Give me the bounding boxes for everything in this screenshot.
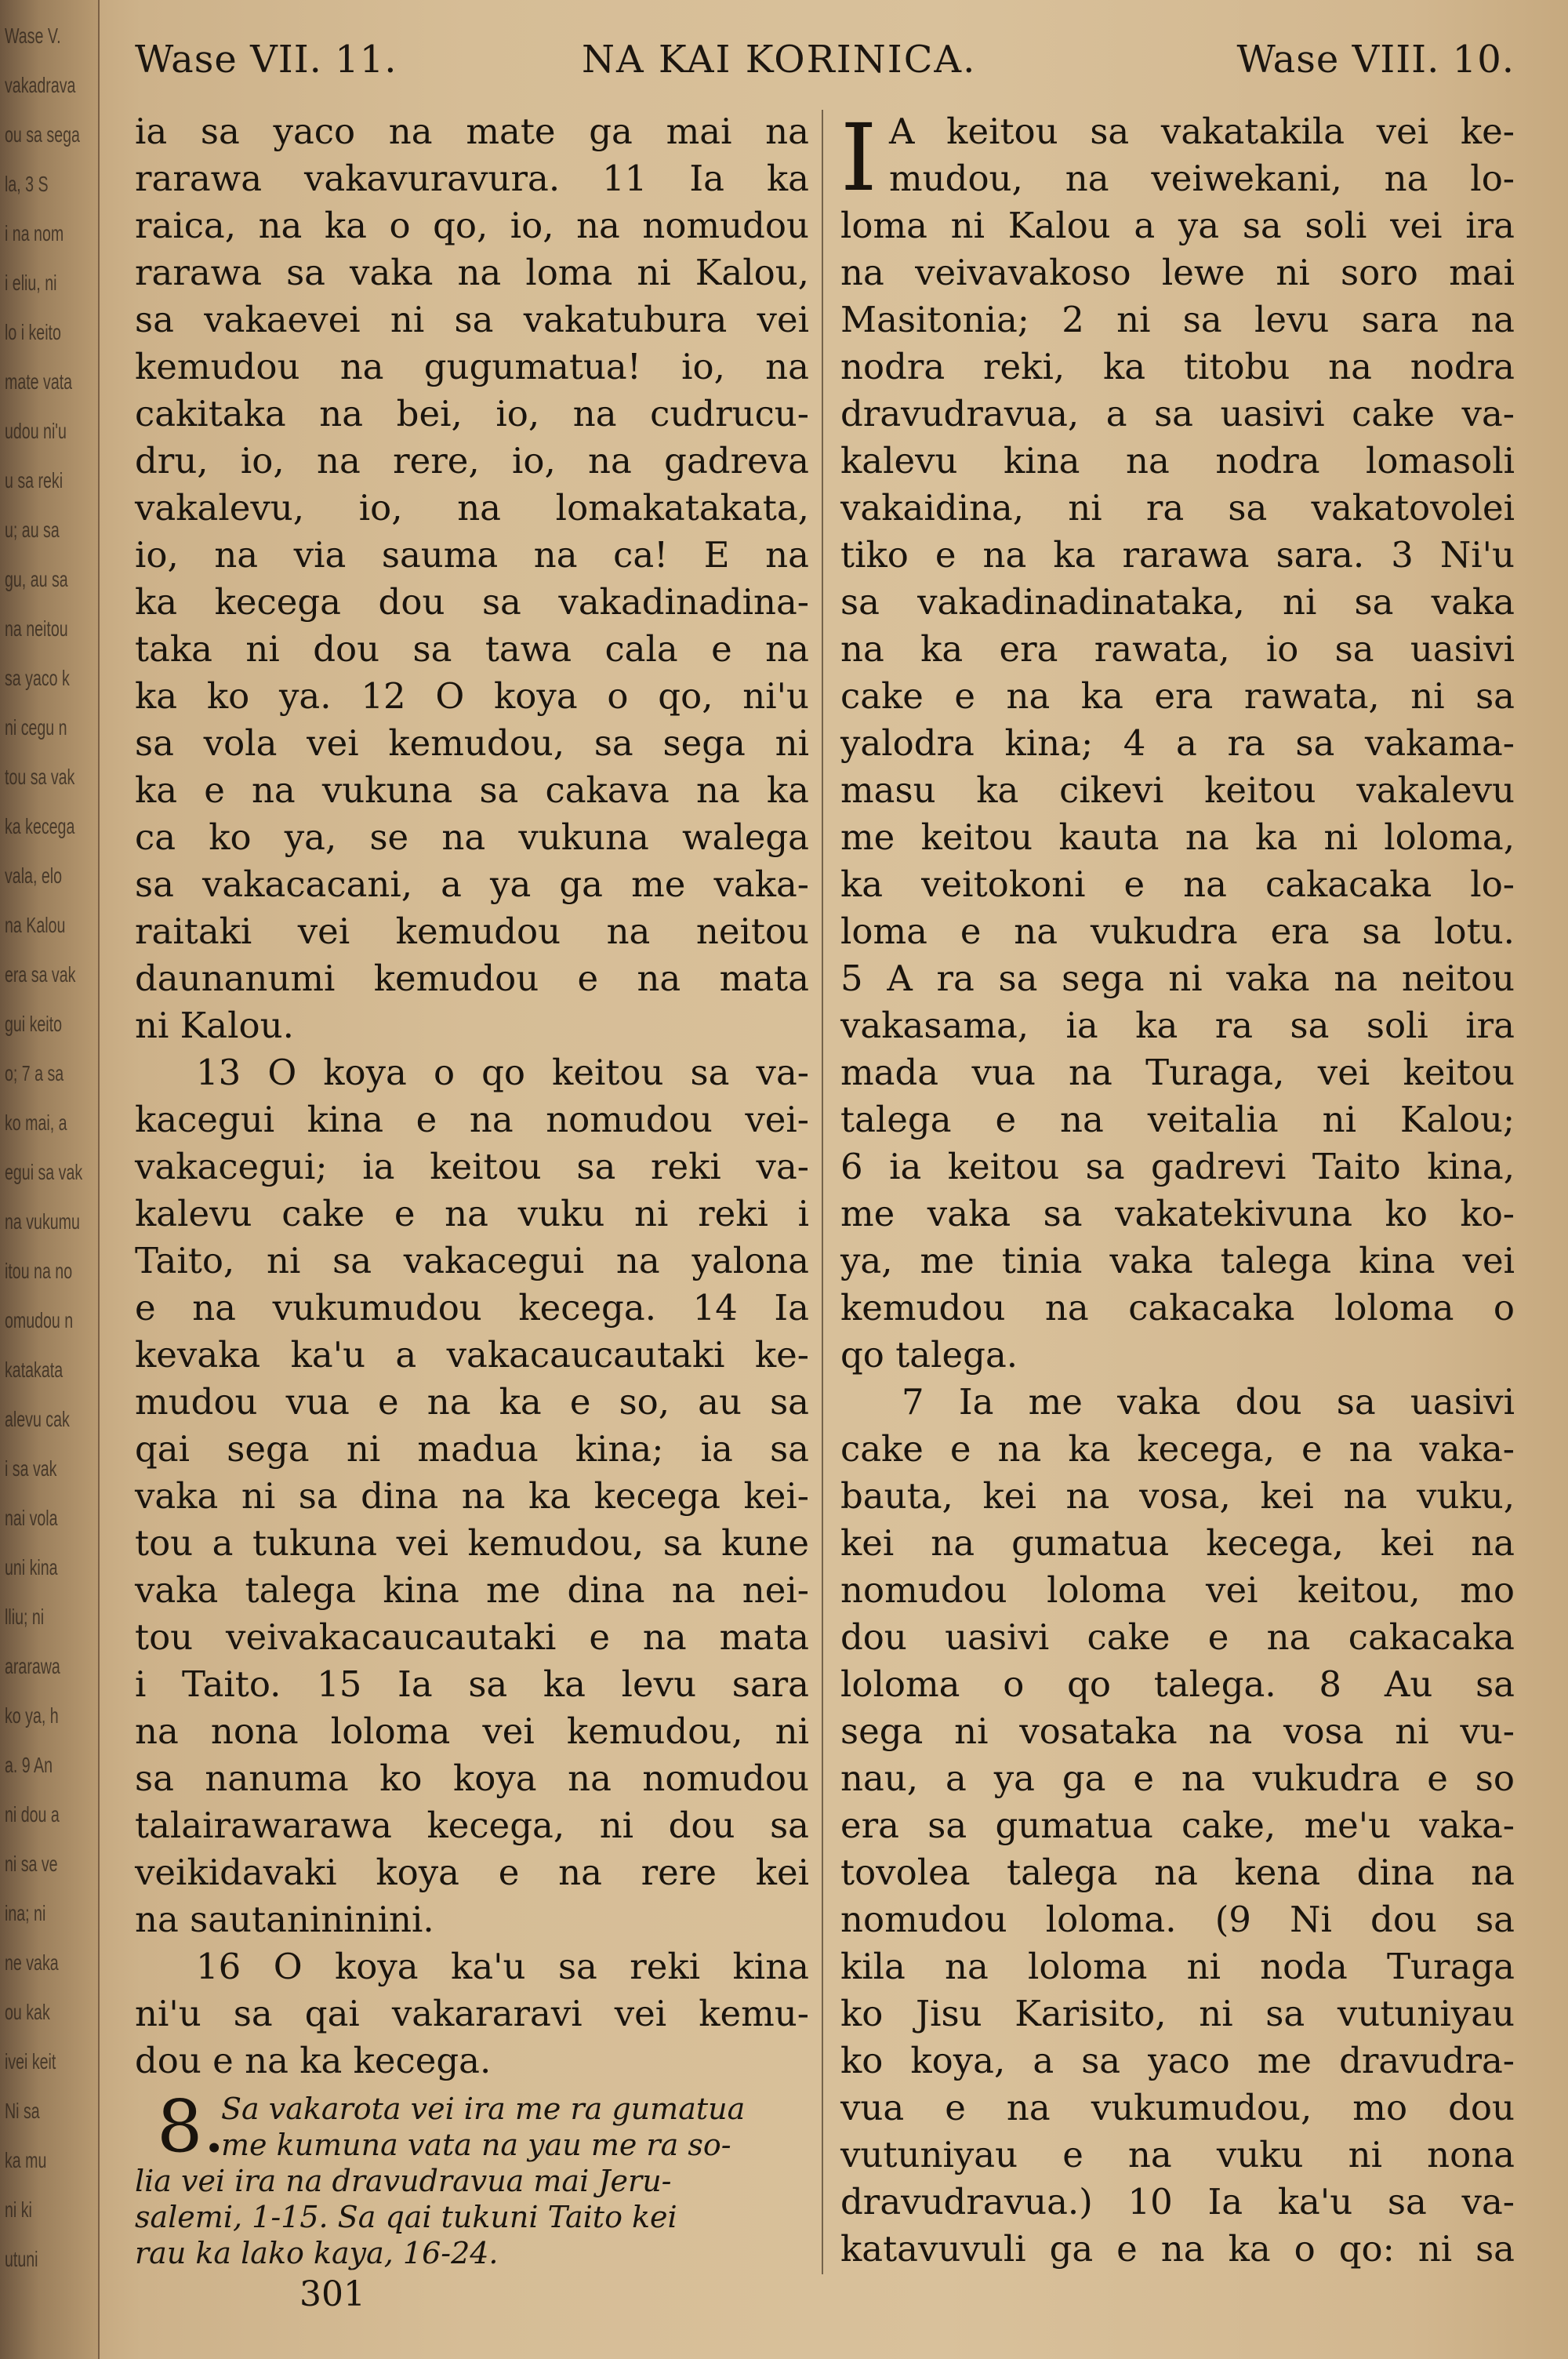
text-line: dou e na ka kecega. <box>135 2040 492 2081</box>
summary-line: lia vei ira na dravudravua mai Jeru- <box>135 2164 672 2198</box>
text-line: nodra reki, ka titobu na nodra <box>840 346 1515 387</box>
text-line: nomudou loloma. (9 Ni dou sa <box>840 1899 1515 1940</box>
text-line: ia sa yaco na mate ga mai na <box>135 111 809 152</box>
summary-line: rau ka lako kaya, 16-24. <box>135 2236 499 2270</box>
text-line: tovolea talega na kena dina na <box>840 1852 1515 1893</box>
text-line: na sautanininini. <box>135 1899 434 1940</box>
facing-page-fragment: o; 7 a sa <box>5 1061 64 1085</box>
text-line: kemudou na gugumatua! io, na <box>135 346 809 387</box>
facing-page-fragment: a. 9 An <box>5 1753 53 1777</box>
text-line: dru, io, na rere, io, na gadreva <box>135 440 809 482</box>
text-line: sa vakaevei ni sa vakatubura vei <box>135 299 809 340</box>
facing-page-fragment: Ni sa <box>5 2099 40 2123</box>
text-line: vaka talega kina me dina na nei- <box>135 1569 809 1611</box>
facing-page-fragment: i sa vak <box>5 1456 57 1481</box>
chapter-number: 8. <box>157 2085 226 2168</box>
text-line: loloma o qo talega. 8 Au sa <box>840 1663 1515 1705</box>
text-line: kacegui kina e na nomudou vei- <box>135 1099 809 1140</box>
summary-line: Sa vakarota vei ira me ra gumatua <box>221 2092 746 2126</box>
facing-page-fragment: ka mu <box>5 2148 47 2172</box>
text-line: ko koya, a sa yaco me dravudra- <box>840 2040 1515 2081</box>
text-line: ka e na vukuna sa cakava na ka <box>135 769 809 811</box>
text-line: vakacegui; ia keitou sa reki va- <box>135 1146 809 1187</box>
facing-page-fragment: ni ki <box>5 2197 32 2222</box>
text-line: sa vakadinadinataka, ni sa vaka <box>840 581 1515 623</box>
text-line: 16 O koya ka'u sa reki kina <box>196 1946 809 1987</box>
drop-cap: I <box>840 104 877 212</box>
right-column <box>840 104 1515 2273</box>
text-line: tou veivakacaucautaki e na mata <box>135 1616 809 1658</box>
text-line: na nona loloma vei kemudou, ni <box>135 1710 809 1752</box>
facing-page-fragment: ne vaka <box>5 1950 59 1975</box>
text-line: Masitonia; 2 ni sa levu sara na <box>840 299 1515 340</box>
text-line: vaka ni sa dina na ka kecega kei- <box>135 1475 809 1517</box>
facing-page-fragment: vala, elo <box>5 863 63 888</box>
text-line: vakaidina, ni ra sa vakatovolei <box>840 487 1515 529</box>
facing-page-fragment: egui sa vak <box>5 1160 83 1184</box>
text-line: qo talega. <box>840 1334 1018 1376</box>
facing-page-fragment: na Kalou <box>5 913 66 937</box>
text-line: yalodra kina; 4 a ra sa vakama- <box>840 722 1515 764</box>
text-line: dou uasivi cake e na cakacaka <box>840 1616 1515 1658</box>
text-line: mada vua na Turaga, vei keitou <box>840 1052 1515 1093</box>
facing-page-fragment: era sa vak <box>5 962 76 987</box>
column-divider <box>822 110 823 2274</box>
facing-page-fragment: ina; ni <box>5 1901 46 1925</box>
text-line: mudou, na veiwekani, na lo- <box>889 158 1515 199</box>
facing-page-fragment: mate vata <box>5 369 73 394</box>
text-line: me vaka sa vakatekivuna ko ko- <box>840 1193 1515 1234</box>
text-line: talairawarawa kecega, ni dou sa <box>135 1805 809 1846</box>
facing-page-fragment: ko ya, h <box>5 1703 59 1728</box>
header-book-title: NA KAI KORINICA. <box>582 38 977 82</box>
text-line: cake e na ka kecega, e na vaka- <box>840 1428 1515 1470</box>
text-line: ko Jisu Karisito, ni sa vutuniyau <box>840 1993 1515 2034</box>
facing-page-fragment: u; au sa <box>5 518 60 542</box>
facing-page-fragment: sa yaco k <box>5 666 70 690</box>
text-line: kalevu kina na nodra lomasoli <box>840 440 1515 482</box>
facing-page-fragment: katakata <box>5 1358 64 1382</box>
text-line: katavuvuli ga e na ka o qo: ni sa <box>840 2228 1515 2270</box>
text-line: rarawa sa vaka na loma ni Kalou, <box>135 252 809 293</box>
text-line: mudou vua e na ka e so, au sa <box>135 1381 809 1423</box>
text-line: nomudou loloma vei keitou, mo <box>840 1569 1515 1611</box>
text-line: na ka era rawata, io sa uasivi <box>840 628 1515 670</box>
text-line: A keitou sa vakatakila vei ke- <box>889 111 1515 152</box>
text-line: ni'u sa qai vakararavi vei kemu- <box>135 1993 809 2034</box>
text-line: bauta, kei na vosa, kei na vuku, <box>840 1475 1515 1517</box>
facing-page-fragment: na neitou <box>5 616 68 641</box>
summary-line: me kumuna vata na yau me ra so- <box>221 2128 731 2162</box>
facing-page-fragment: ni sa ve <box>5 1852 58 1876</box>
text-line: qai sega ni madua kina; ia sa <box>135 1428 809 1470</box>
header-right-reference: Wase VIII. 10. <box>1236 38 1515 82</box>
facing-page-edge <box>0 0 100 2359</box>
text-line: na veivavakoso lewe ni soro mai <box>840 252 1515 293</box>
facing-page-fragment: u sa reki <box>5 468 64 493</box>
facing-page-fragment: ou sa sega <box>5 122 80 147</box>
summary-line: salemi, 1-15. Sa qai tukuni Taito kei <box>135 2200 677 2234</box>
text-line: kemudou na cakacaka loloma o <box>840 1287 1515 1329</box>
text-line: taka ni dou sa tawa cala e na <box>135 628 809 670</box>
chapter-summary <box>135 2085 809 2271</box>
text-line: era sa gumatua cake, me'u vaka- <box>840 1805 1515 1846</box>
text-line: tou a tukuna vei kemudou, sa kune <box>135 1522 809 1564</box>
facing-page-fragment: uni kina <box>5 1555 58 1579</box>
text-line: ni Kalou. <box>135 1005 294 1046</box>
text-line: sa vola vei kemudou, sa sega ni <box>135 722 809 764</box>
facing-page-fragment: i eliu, ni <box>5 271 57 295</box>
text-line: kevaka ka'u a vakacaucautaki ke- <box>135 1334 809 1376</box>
text-line: kei na gumatua kecega, kei na <box>840 1522 1515 1564</box>
running-header <box>135 38 1515 93</box>
facing-page-fragment: ka kecega <box>5 814 75 838</box>
text-line: vutuniyau e na vuku ni nona <box>840 2134 1515 2175</box>
facing-page-fragment: tou sa vak <box>5 765 75 789</box>
text-line: ka veitokoni e na cakacaka lo- <box>840 863 1515 905</box>
text-line: cake e na ka era rawata, ni sa <box>840 675 1515 717</box>
facing-page-fragment: ou kak <box>5 2000 50 2024</box>
text-line: 7 Ia me vaka dou sa uasivi <box>902 1381 1515 1423</box>
facing-page-fragment: gu, au sa <box>5 567 68 591</box>
text-line: nau, a ya ga e na vukudra e so <box>840 1757 1515 1799</box>
text-line: sa vakacacani, a ya ga me vaka- <box>135 863 809 905</box>
page-number: 301 <box>299 2274 365 2314</box>
facing-page-fragment: itou na no <box>5 1259 73 1283</box>
facing-page-fragment: ni cegu n <box>5 715 67 740</box>
text-line: raitaki vei kemudou na neitou <box>135 911 809 952</box>
text-line: dravudravua, a sa uasivi cake va- <box>840 393 1515 434</box>
facing-page-fragment: ivei keit <box>5 2049 56 2074</box>
text-line: ca ko ya, se na vukuna walega <box>135 816 809 858</box>
text-line: ya, me tinia vaka talega kina vei <box>840 1240 1515 1281</box>
text-line: vakasama, ia ka ra sa soli ira <box>840 1005 1515 1046</box>
text-line: ka ko ya. 12 O koya o qo, ni'u <box>135 675 809 717</box>
text-line: kalevu cake e na vuku ni reki i <box>135 1193 809 1234</box>
text-line: veikidavaki koya e na rere kei <box>135 1852 809 1893</box>
text-line: tiko e na ka rarawa sara. 3 Ni'u <box>840 534 1515 576</box>
facing-page-fragment: utuni <box>5 2247 38 2271</box>
left-column <box>135 108 809 2271</box>
facing-page-fragment: i na nom <box>5 221 64 245</box>
facing-page-fragment: omudou n <box>5 1308 74 1332</box>
text-line: daunanumi kemudou e na mata <box>135 958 809 999</box>
facing-page-fragment: alevu cak <box>5 1407 70 1431</box>
facing-page-fragment: lliu; ni <box>5 1605 45 1629</box>
text-line: e na vukumudou kecega. 14 Ia <box>135 1287 809 1329</box>
text-line: rarawa vakavuravura. 11 Ia ka <box>135 158 809 199</box>
text-line: me keitou kauta na ka ni loloma, <box>840 816 1515 858</box>
text-line: Taito, ni sa vakacegui na yalona <box>135 1240 809 1281</box>
facing-page-fragment: nai vola <box>5 1506 58 1530</box>
facing-page-fragment: ararawa <box>5 1654 60 1678</box>
text-line: 5 A ra sa sega ni vaka na neitou <box>840 958 1515 999</box>
text-line: dravudravua.) 10 Ia ka'u sa va- <box>840 2181 1515 2223</box>
text-line: cakitaka na bei, io, na cudrucu- <box>135 393 809 434</box>
text-line: ka kecega dou sa vakadinadina- <box>135 581 809 623</box>
text-line: 6 ia keitou sa gadrevi Taito kina, <box>840 1146 1515 1187</box>
text-line: sa nanuma ko koya na nomudou <box>135 1757 809 1799</box>
facing-page-fragment: lo i keito <box>5 320 61 344</box>
facing-page-fragment: la, 3 S <box>5 172 49 196</box>
facing-page-fragment: Wase V. <box>5 24 61 48</box>
facing-page-fragment: na vukumu <box>5 1209 80 1234</box>
text-line: talega e na veitalia ni Kalou; <box>840 1099 1515 1140</box>
facing-page-fragment: vakadrava <box>5 73 76 97</box>
text-line: 13 O koya o qo keitou sa va- <box>196 1052 809 1093</box>
text-line: loma ni Kalou a ya sa soli vei ira <box>840 205 1515 246</box>
facing-page-fragment: ko mai, a <box>5 1110 67 1135</box>
text-line: io, na via sauma na ca! E na <box>135 534 809 576</box>
text-line: sega ni vosataka na vosa ni vu- <box>840 1710 1515 1752</box>
facing-page-fragment: ni dou a <box>5 1802 60 1826</box>
text-line: vua e na vukumudou, mo dou <box>840 2087 1515 2128</box>
text-line: loma e na vukudra era sa lotu. <box>840 911 1515 952</box>
text-line: i Taito. 15 Ia sa ka levu sara <box>135 1663 809 1705</box>
header-left-reference: Wase VII. 11. <box>135 38 397 82</box>
text-line: vakalevu, io, na lomakatakata, <box>135 487 809 529</box>
text-line: kila na loloma ni noda Turaga <box>840 1946 1515 1987</box>
text-line: masu ka cikevi keitou vakalevu <box>840 769 1515 811</box>
facing-page-fragment: udou ni'u <box>5 419 67 443</box>
facing-page-fragment: gui keito <box>5 1012 63 1036</box>
text-line: raica, na ka o qo, io, na nomudou <box>135 205 809 246</box>
